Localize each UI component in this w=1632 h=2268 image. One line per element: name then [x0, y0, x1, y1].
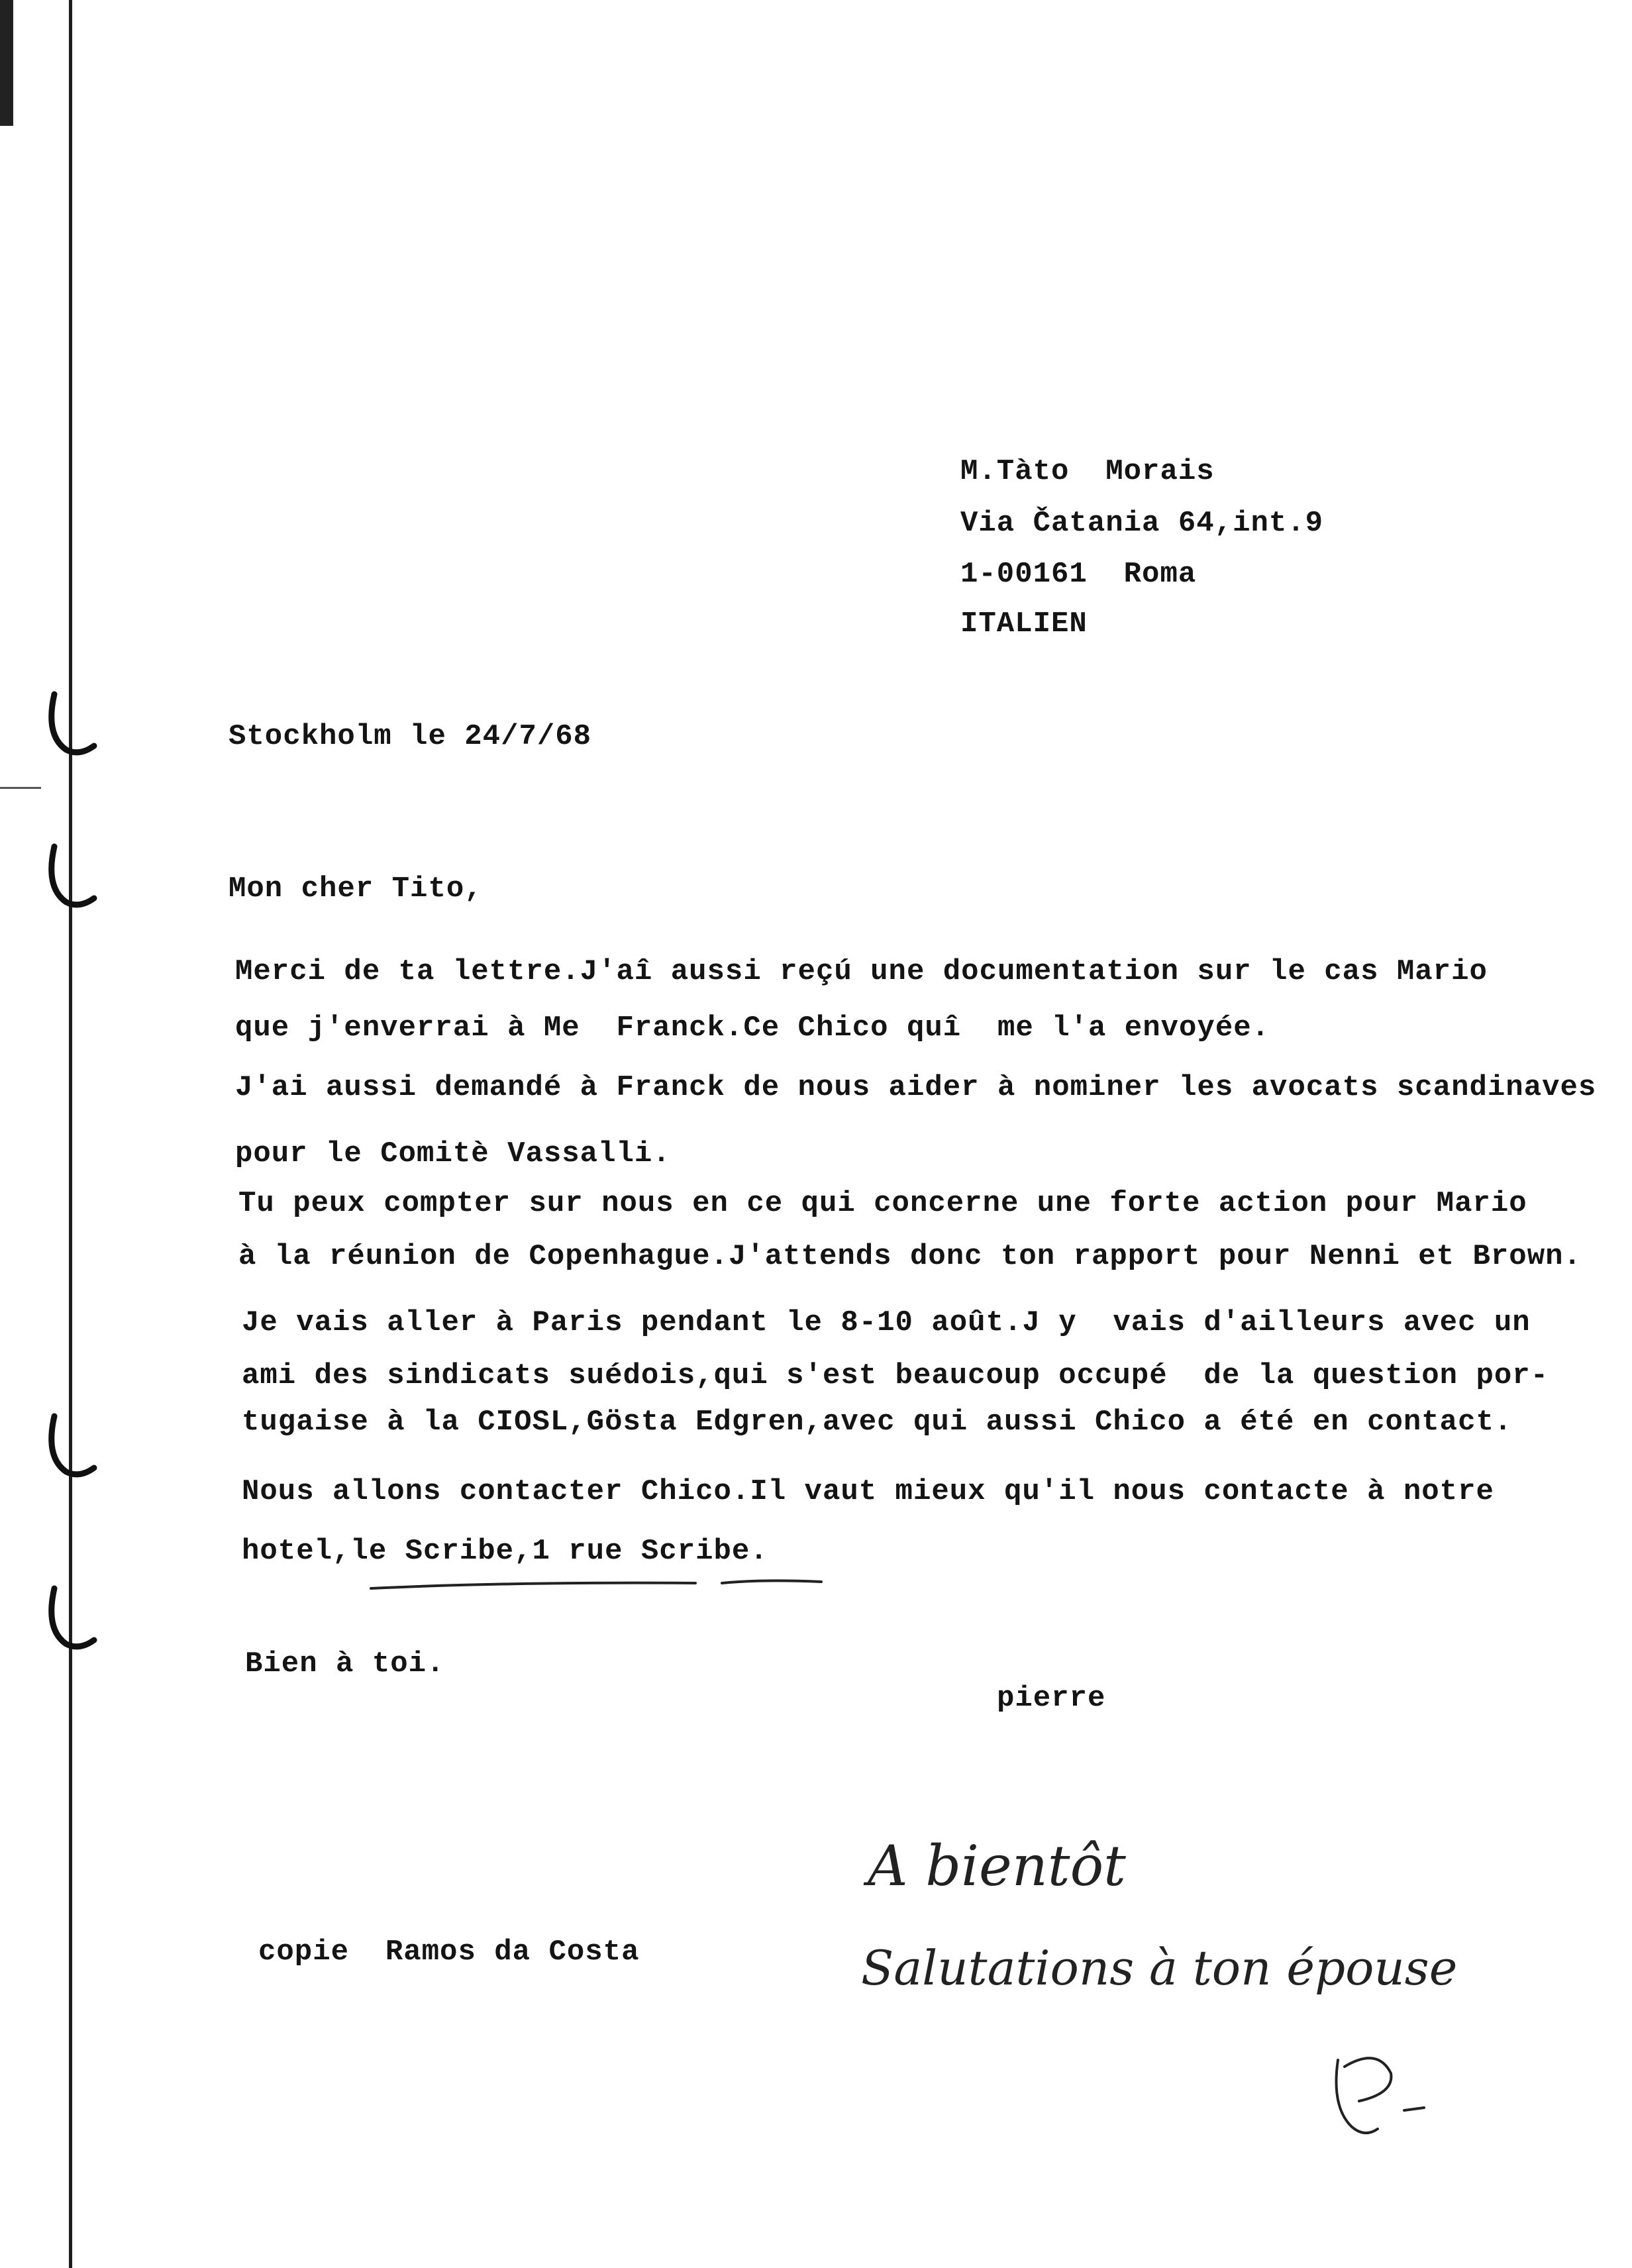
handwritten-underline [364, 1570, 828, 1596]
body-line: Merci de ta lettre.J'aî aussi reçú une documentation sur le cas Mario [235, 955, 1488, 988]
copy-line: copie Ramos da Costa [258, 1935, 640, 1969]
body-line: à la réunion de Copenhague.J'attends donc ton rapport pour Nenni et Brown. [238, 1240, 1582, 1273]
recipient-street: Via Čatania 64,int.9 [960, 507, 1324, 540]
recipient-country: ITALIEN [960, 607, 1088, 641]
body-line: pour le Comitè Vassalli. [235, 1137, 671, 1170]
handwritten-greeting: Salutations à ton épouse [861, 1940, 1458, 1996]
binder-hole-mark [40, 1583, 99, 1663]
recipient-name: M.Tàto Morais [960, 455, 1215, 488]
binder-hole-mark [40, 1411, 99, 1490]
margin-line [69, 0, 72, 2268]
salutation: Mon cher Tito, [229, 872, 483, 905]
edge-tick [0, 787, 41, 789]
sender-name: pierre [997, 1682, 1106, 1715]
body-line: que j'enverrai à Me Franck.Ce Chico quî me l'a envoyée. [235, 1011, 1270, 1045]
body-line: Je vais aller à Paris pendant le 8-10 août.J y vais d'ailleurs avec un [242, 1306, 1531, 1339]
dateline: Stockholm le 24/7/68 [229, 720, 592, 753]
closing: Bien à toi. [245, 1647, 445, 1680]
handwritten-initial-signature [1318, 2047, 1437, 2146]
binder-hole-mark [40, 841, 99, 921]
body-line: hotel,le Scribe,1 rue Scribe. [242, 1535, 768, 1568]
body-line: Tu peux compter sur nous en ce qui concerne une forte action pour Mario [238, 1187, 1527, 1220]
body-line: Nous allons contacter Chico.Il vaut mieux qu'il nous contacte à notre [242, 1475, 1494, 1508]
body-line: ami des sindicats suédois,qui s'est beaucoup occupé de la question por- [242, 1359, 1549, 1392]
edge-mark [0, 0, 13, 126]
binder-hole-mark [40, 689, 99, 768]
handwritten-farewell: A bientôt [868, 1833, 1126, 1898]
body-line: J'ai aussi demandé à Franck de nous aider à nominer les avocats scandinaves [235, 1071, 1597, 1104]
body-line: tugaise à la CIOSL,Gösta Edgren,avec qui aussi Chico a été en contact. [242, 1406, 1513, 1439]
recipient-city: 1-00161 Roma [960, 558, 1197, 591]
